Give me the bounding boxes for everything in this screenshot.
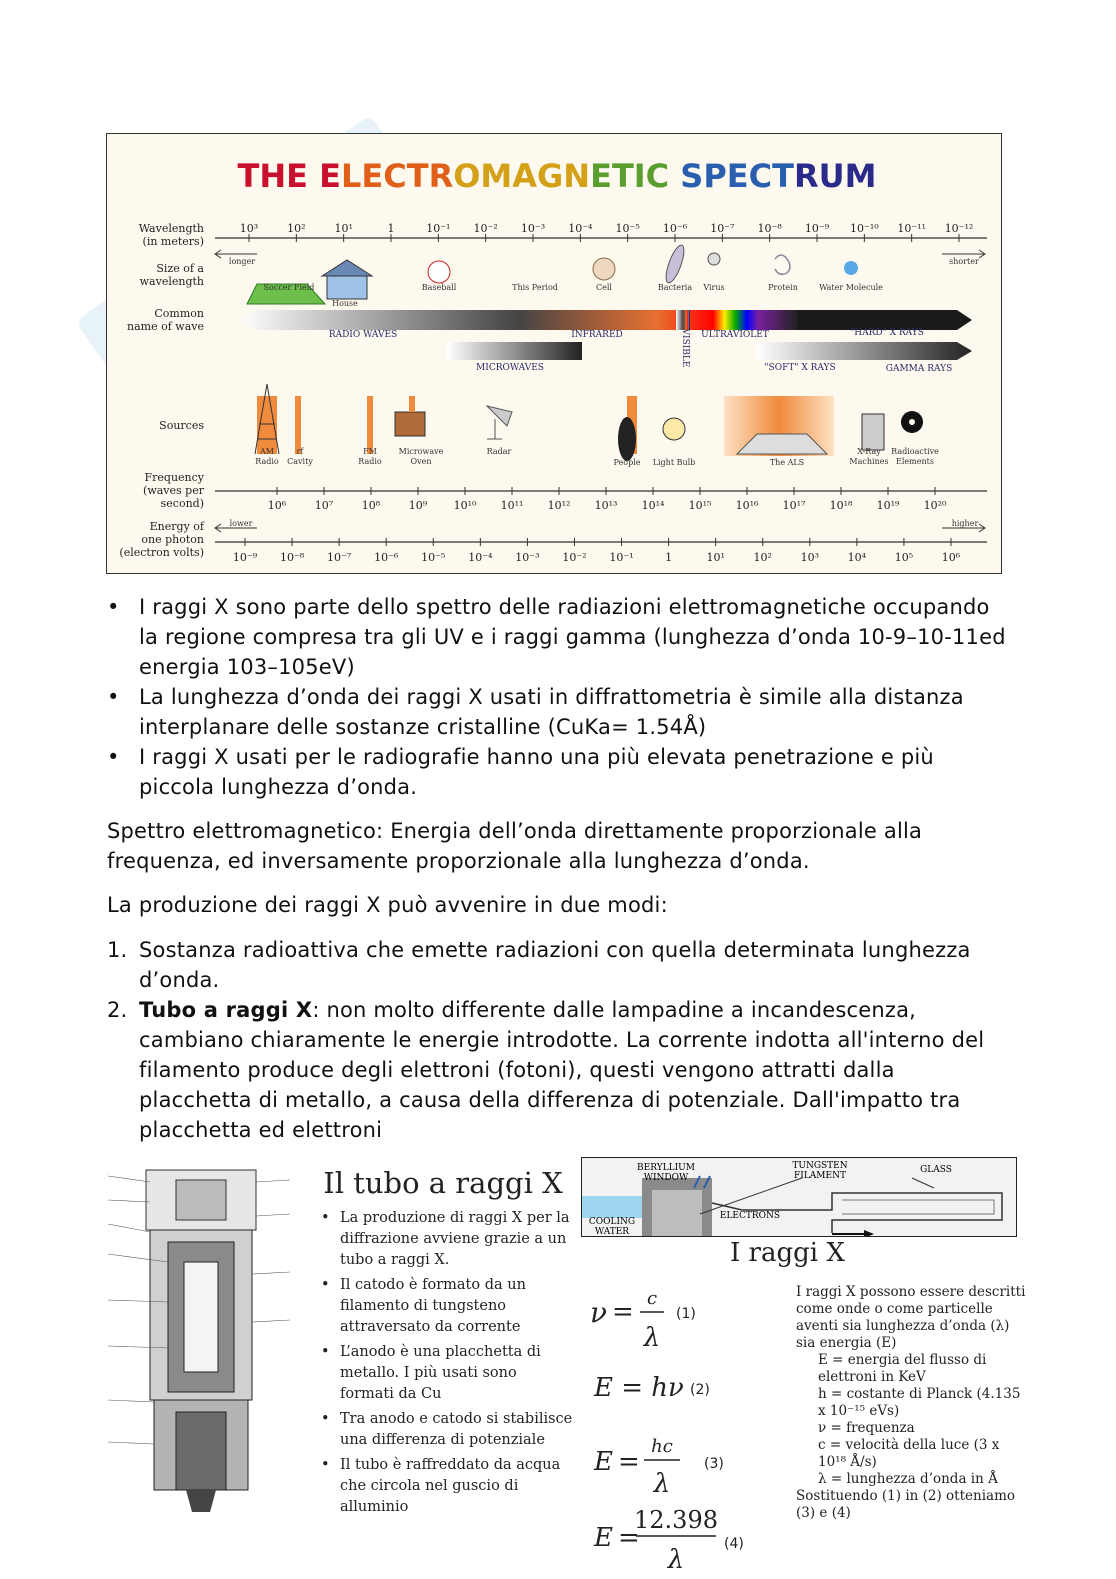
source-label: Radioactive (891, 447, 939, 456)
size-label: Water Molecule (819, 283, 883, 292)
source-label: X-Ray (857, 447, 881, 456)
title-segment: LECTR (341, 157, 454, 195)
source-label: Elements (896, 457, 934, 466)
source-label: Oven (410, 457, 432, 466)
svg-text:TUNGSTEN: TUNGSTEN (792, 1161, 848, 1171)
xray-formulas (588, 1278, 788, 1578)
list-item: • I raggi X usati per le radiografie hanno una più elevata penetrazione e più piccola lunghezza d’onda. (107, 742, 1007, 802)
size-label: House (332, 299, 358, 308)
svg-text:(3): (3) (704, 1456, 724, 1472)
source-label: Light Bulb (652, 458, 696, 467)
source-label: Cavity (287, 457, 313, 466)
list-item: • L’anodo è una placchetta di metallo. I più usati sono formati da Cu (312, 1342, 574, 1405)
tick-label: 10⁻⁷ (710, 222, 735, 235)
soft-xray-gamma-bar (757, 342, 972, 360)
list-item: • Il catodo è formato da un filamento di tungsteno attraversato da corrente (312, 1275, 574, 1338)
list-number: 1. (107, 938, 128, 962)
tick-label: 10⁴ (847, 551, 867, 564)
tick-label: 10¹⁰ (453, 499, 477, 512)
svg-text:(4): (4) (724, 1536, 744, 1552)
svg-text:=: = (618, 1523, 640, 1553)
tick-label: 10⁻³ (520, 222, 546, 235)
row-label-line: Energy of (149, 520, 204, 533)
band-label: "SOFT" X RAYS (764, 363, 836, 373)
title-segment: THE E (237, 157, 342, 195)
radar-icon (487, 406, 512, 439)
list-item (107, 935, 1007, 995)
tick-label: 10⁻¹² (944, 222, 974, 235)
tick-label: 10¹¹ (500, 499, 524, 512)
svg-text:BERYLLIUM: BERYLLIUM (637, 1163, 695, 1173)
tick-label: 10⁻⁹ (804, 222, 830, 235)
xray-tube-slide (312, 1160, 574, 1560)
list-item: • La lunghezza d’onda dei raggi X usati in diffrattometria è simile alla distanza interplanare delle sostanze cristalline (CuKa= 1.54Å) (107, 682, 1007, 742)
svg-text:hc: hc (651, 1436, 673, 1457)
svg-text:E: E (594, 1447, 613, 1477)
band-label: "HARD" X RAYS (850, 328, 924, 338)
water-molecule-icon (844, 261, 858, 275)
list-number: 2. (107, 998, 128, 1022)
xray-desc-outro: Sostituendo (1) in (2) otteniamo (3) e (4) (796, 1488, 1015, 1521)
step-text: : non molto differente dalle lampadine a incandescenza, cambiano chiaramente le energie introdotte. La corrente indotta all'interno del filamento produce degli elettroni (fotoni), questi vengono attratti dalla placchetta di metallo, a causa della differenza di potenziale. Dall'impatto tra placchetta ed elettroni (139, 998, 985, 1142)
xray-desc-item: ν = frequenza (818, 1420, 915, 1436)
row-label-line: name of wave (127, 320, 204, 333)
list-item (107, 995, 1007, 1145)
electromagnetic-spectrum-figure (106, 133, 1002, 574)
source-label: AM (260, 447, 274, 456)
xray-tube-diagram (581, 1157, 1017, 1237)
source-label: Radio (255, 457, 279, 466)
size-label: This Period (512, 283, 558, 292)
tick-label: 10⁶ (267, 499, 287, 512)
paragraph-spectrum: Spettro elettromagnetico: Energia dell’onda direttamente proporzionale alla frequenza, ed inversamente proporzionale alla lunghezza d’onda. (107, 819, 923, 873)
step-bold-term: Tubo a raggi X (139, 998, 313, 1022)
svg-text:E: E (594, 1523, 613, 1553)
tick-label: 10⁹ (408, 499, 428, 512)
svg-text:(2): (2) (690, 1382, 710, 1398)
tick-label: 10¹ (706, 551, 725, 564)
row-label-line: Frequency (144, 471, 204, 484)
source-label: Machines (849, 457, 889, 466)
size-label: Bacteria (657, 283, 693, 292)
tick-label: 10¹³ (594, 499, 618, 512)
production-methods-list (107, 935, 1007, 1145)
row-label-frequency (143, 471, 205, 510)
virus-icon (708, 253, 720, 265)
longer-label: longer (228, 257, 256, 266)
svg-text:E = hν: E = hν (594, 1373, 684, 1403)
tick-label: 10²⁰ (923, 499, 947, 512)
cell-icon (593, 258, 615, 280)
band-label: INFRARED (571, 330, 623, 340)
slide-tube-list (312, 1208, 574, 1518)
protein-icon (775, 255, 790, 274)
row-label-wavelength (139, 222, 204, 248)
xray-description (796, 1284, 1026, 1522)
sources-illustrations (255, 384, 923, 461)
lower-label: lower (229, 519, 253, 528)
title-segment: ETIC (590, 157, 681, 195)
source-label: Microwave (398, 447, 444, 456)
svg-text:λ: λ (667, 1545, 685, 1575)
shorter-label: shorter (949, 257, 979, 266)
tick-label: 10¹⁵ (688, 499, 712, 512)
tick-label: 10⁻² (473, 222, 498, 235)
tick-label: 10⁻⁸ (279, 551, 305, 564)
tick-label: 10¹⁶ (735, 499, 759, 512)
baseball-icon (428, 261, 450, 283)
tick-label: 10³ (239, 222, 259, 235)
visible-strip (676, 310, 690, 330)
tick-label: 10⁻⁴ (468, 551, 493, 564)
svg-text:ν: ν (590, 1296, 608, 1329)
tick-label: 10¹⁸ (829, 499, 853, 512)
spectrum-title (238, 157, 877, 195)
tick-label: 10⁻¹⁰ (850, 222, 879, 235)
tick-label: 10⁻⁷ (327, 551, 352, 564)
source-label: People (613, 458, 641, 467)
size-illustrations (247, 243, 858, 304)
row-label-sources (159, 419, 204, 432)
svg-text:12.398: 12.398 (634, 1506, 718, 1534)
paragraph-production: La produzione dei raggi X può avvenire in due modi: (107, 893, 668, 917)
row-label-common (127, 307, 204, 333)
tick-label: 10⁻¹ (426, 222, 451, 235)
row-label-line: Size of a (156, 262, 204, 275)
band-label: GAMMA RAYS (885, 364, 953, 374)
source-label: Radar (486, 447, 512, 456)
list-item: • Tra anodo e catodo si stabilisce una differenza di potenziale (312, 1409, 574, 1451)
row-label-line: (in meters) (142, 235, 204, 248)
tick-label: 10⁻⁴ (568, 222, 593, 235)
band-label: RADIO WAVES (328, 330, 398, 340)
step-text: Sostanza radioattiva che emette radiazioni con quella determinata lunghezza d’onda. (139, 938, 971, 992)
xray-facts-list (107, 592, 1007, 802)
svg-text:GLASS: GLASS (920, 1165, 952, 1175)
band-label: MICROWAVES (476, 363, 544, 373)
source-label: rf (296, 447, 304, 456)
row-label-line: second) (160, 497, 204, 510)
row-label-line: wavelength (139, 275, 204, 288)
tick-label: 10⁻¹ (609, 551, 634, 564)
row-label-energy (119, 520, 205, 559)
size-label: Baseball (421, 283, 457, 292)
row-label-line: Sources (159, 419, 204, 432)
row-label-line: Common (154, 307, 204, 320)
tick-label: 10³ (800, 551, 820, 564)
svg-text:λ: λ (653, 1469, 671, 1499)
tick-label: 10⁵ (894, 551, 914, 564)
svg-text:FILAMENT: FILAMENT (794, 1171, 846, 1181)
tick-label: 10¹² (547, 499, 571, 512)
bacteria-icon (663, 243, 688, 285)
xray-desc-item: E = energia del flusso di elettroni in KeV (818, 1352, 987, 1385)
tick-label: 10⁷ (314, 499, 334, 512)
list-item: • I raggi X sono parte dello spettro delle radiazioni elettromagnetiche occupando la regione compresa tra gli UV e i raggi gamma (lunghezza d’onda 10-9–10-11ed energia 103–105eV) (107, 592, 1007, 682)
tick-label: 10¹ (334, 222, 353, 235)
tick-label: 10¹⁴ (641, 499, 665, 512)
higher-label: higher (951, 519, 979, 528)
svg-text:COOLING: COOLING (588, 1217, 636, 1227)
svg-text:c: c (646, 1288, 658, 1309)
svg-text:=: = (612, 1297, 634, 1327)
tick-label: 10⁻² (562, 551, 587, 564)
tick-label: 10⁻⁸ (757, 222, 782, 235)
size-label: Soccer Field (263, 283, 315, 292)
tick-label: 10¹⁷ (782, 499, 806, 512)
tick-label: 10⁶ (941, 551, 961, 564)
band-label: ULTRAVIOLET (701, 330, 769, 340)
xray-desc-intro: I raggi X possono essere descritti come onde o come particelle aventi sia lunghezza d’onda (λ) sia energia (E) (796, 1284, 1026, 1351)
light-bulb-icon (663, 418, 685, 440)
xray-desc-item: c = velocità della luce (3 x 10¹⁸ Å/s) (818, 1437, 1000, 1470)
band-bar-main (239, 310, 797, 330)
xray-slide-title: I raggi X (730, 1238, 845, 1268)
svg-text:(1): (1) (676, 1306, 696, 1322)
tick-label: 1 (665, 551, 673, 564)
row-label-line: (waves per (143, 484, 204, 497)
row-label-line: one photon (141, 533, 204, 546)
tick-label: 10² (753, 551, 772, 564)
tick-label: 10¹⁹ (876, 499, 900, 512)
tick-label: 10⁻⁵ (615, 222, 640, 235)
svg-text:WATER: WATER (594, 1227, 630, 1237)
list-item: • La produzione di raggi X per la diffrazione avviene grazie a un tubo a raggi X. (312, 1208, 574, 1271)
x-ray-machine-icon (862, 414, 884, 450)
source-label: The ALS (769, 458, 805, 467)
hard-xray-bar (797, 310, 972, 330)
row-label-line: (electron volts) (119, 546, 204, 559)
list-item: • Il tubo è raffreddato da acqua che circola nel guscio di alluminio (312, 1455, 574, 1518)
tick-label: 10⁻¹¹ (897, 222, 926, 235)
tick-label: 10⁻⁵ (421, 551, 446, 564)
source-label: Radio (358, 457, 382, 466)
microwave-bar (447, 342, 582, 360)
people-icon (618, 417, 636, 461)
xray-desc-item: λ = lunghezza d’onda in Å (818, 1471, 998, 1487)
house-icon (327, 274, 367, 299)
title-segment: SPECT (680, 157, 794, 195)
row-label-line: Wavelength (138, 222, 204, 235)
tick-label: 1 (387, 222, 395, 235)
svg-text:WINDOW: WINDOW (643, 1173, 689, 1183)
slide-title: Il tubo a raggi X (323, 1166, 563, 1200)
band-label: VISIBLE (680, 328, 690, 368)
xray-desc-item: h = costante di Planck (4.135 x 10⁻¹⁵ eVs) (818, 1386, 1021, 1419)
size-label: Protein (768, 283, 798, 292)
title-segment: RUM (793, 157, 877, 195)
size-label: Virus (703, 283, 725, 292)
svg-text:=: = (618, 1447, 640, 1477)
title-segment: OMAGN (453, 157, 591, 195)
svg-text:ELECTRONS: ELECTRONS (719, 1211, 781, 1221)
tick-label: 10⁻⁶ (374, 551, 399, 564)
xray-tube-cross-section-image (106, 1162, 292, 1522)
microwave-oven-icon (395, 412, 425, 436)
svg-text:λ: λ (643, 1323, 661, 1353)
tick-label: 10⁻⁶ (662, 222, 688, 235)
tick-label: 10⁻⁹ (232, 551, 258, 564)
size-label: Cell (596, 283, 612, 292)
row-label-size (140, 262, 205, 288)
source-label: FM (363, 447, 377, 456)
tick-label: 10² (287, 222, 306, 235)
tick-label: 10⁸ (361, 499, 381, 512)
tick-label: 10⁻³ (515, 551, 540, 564)
